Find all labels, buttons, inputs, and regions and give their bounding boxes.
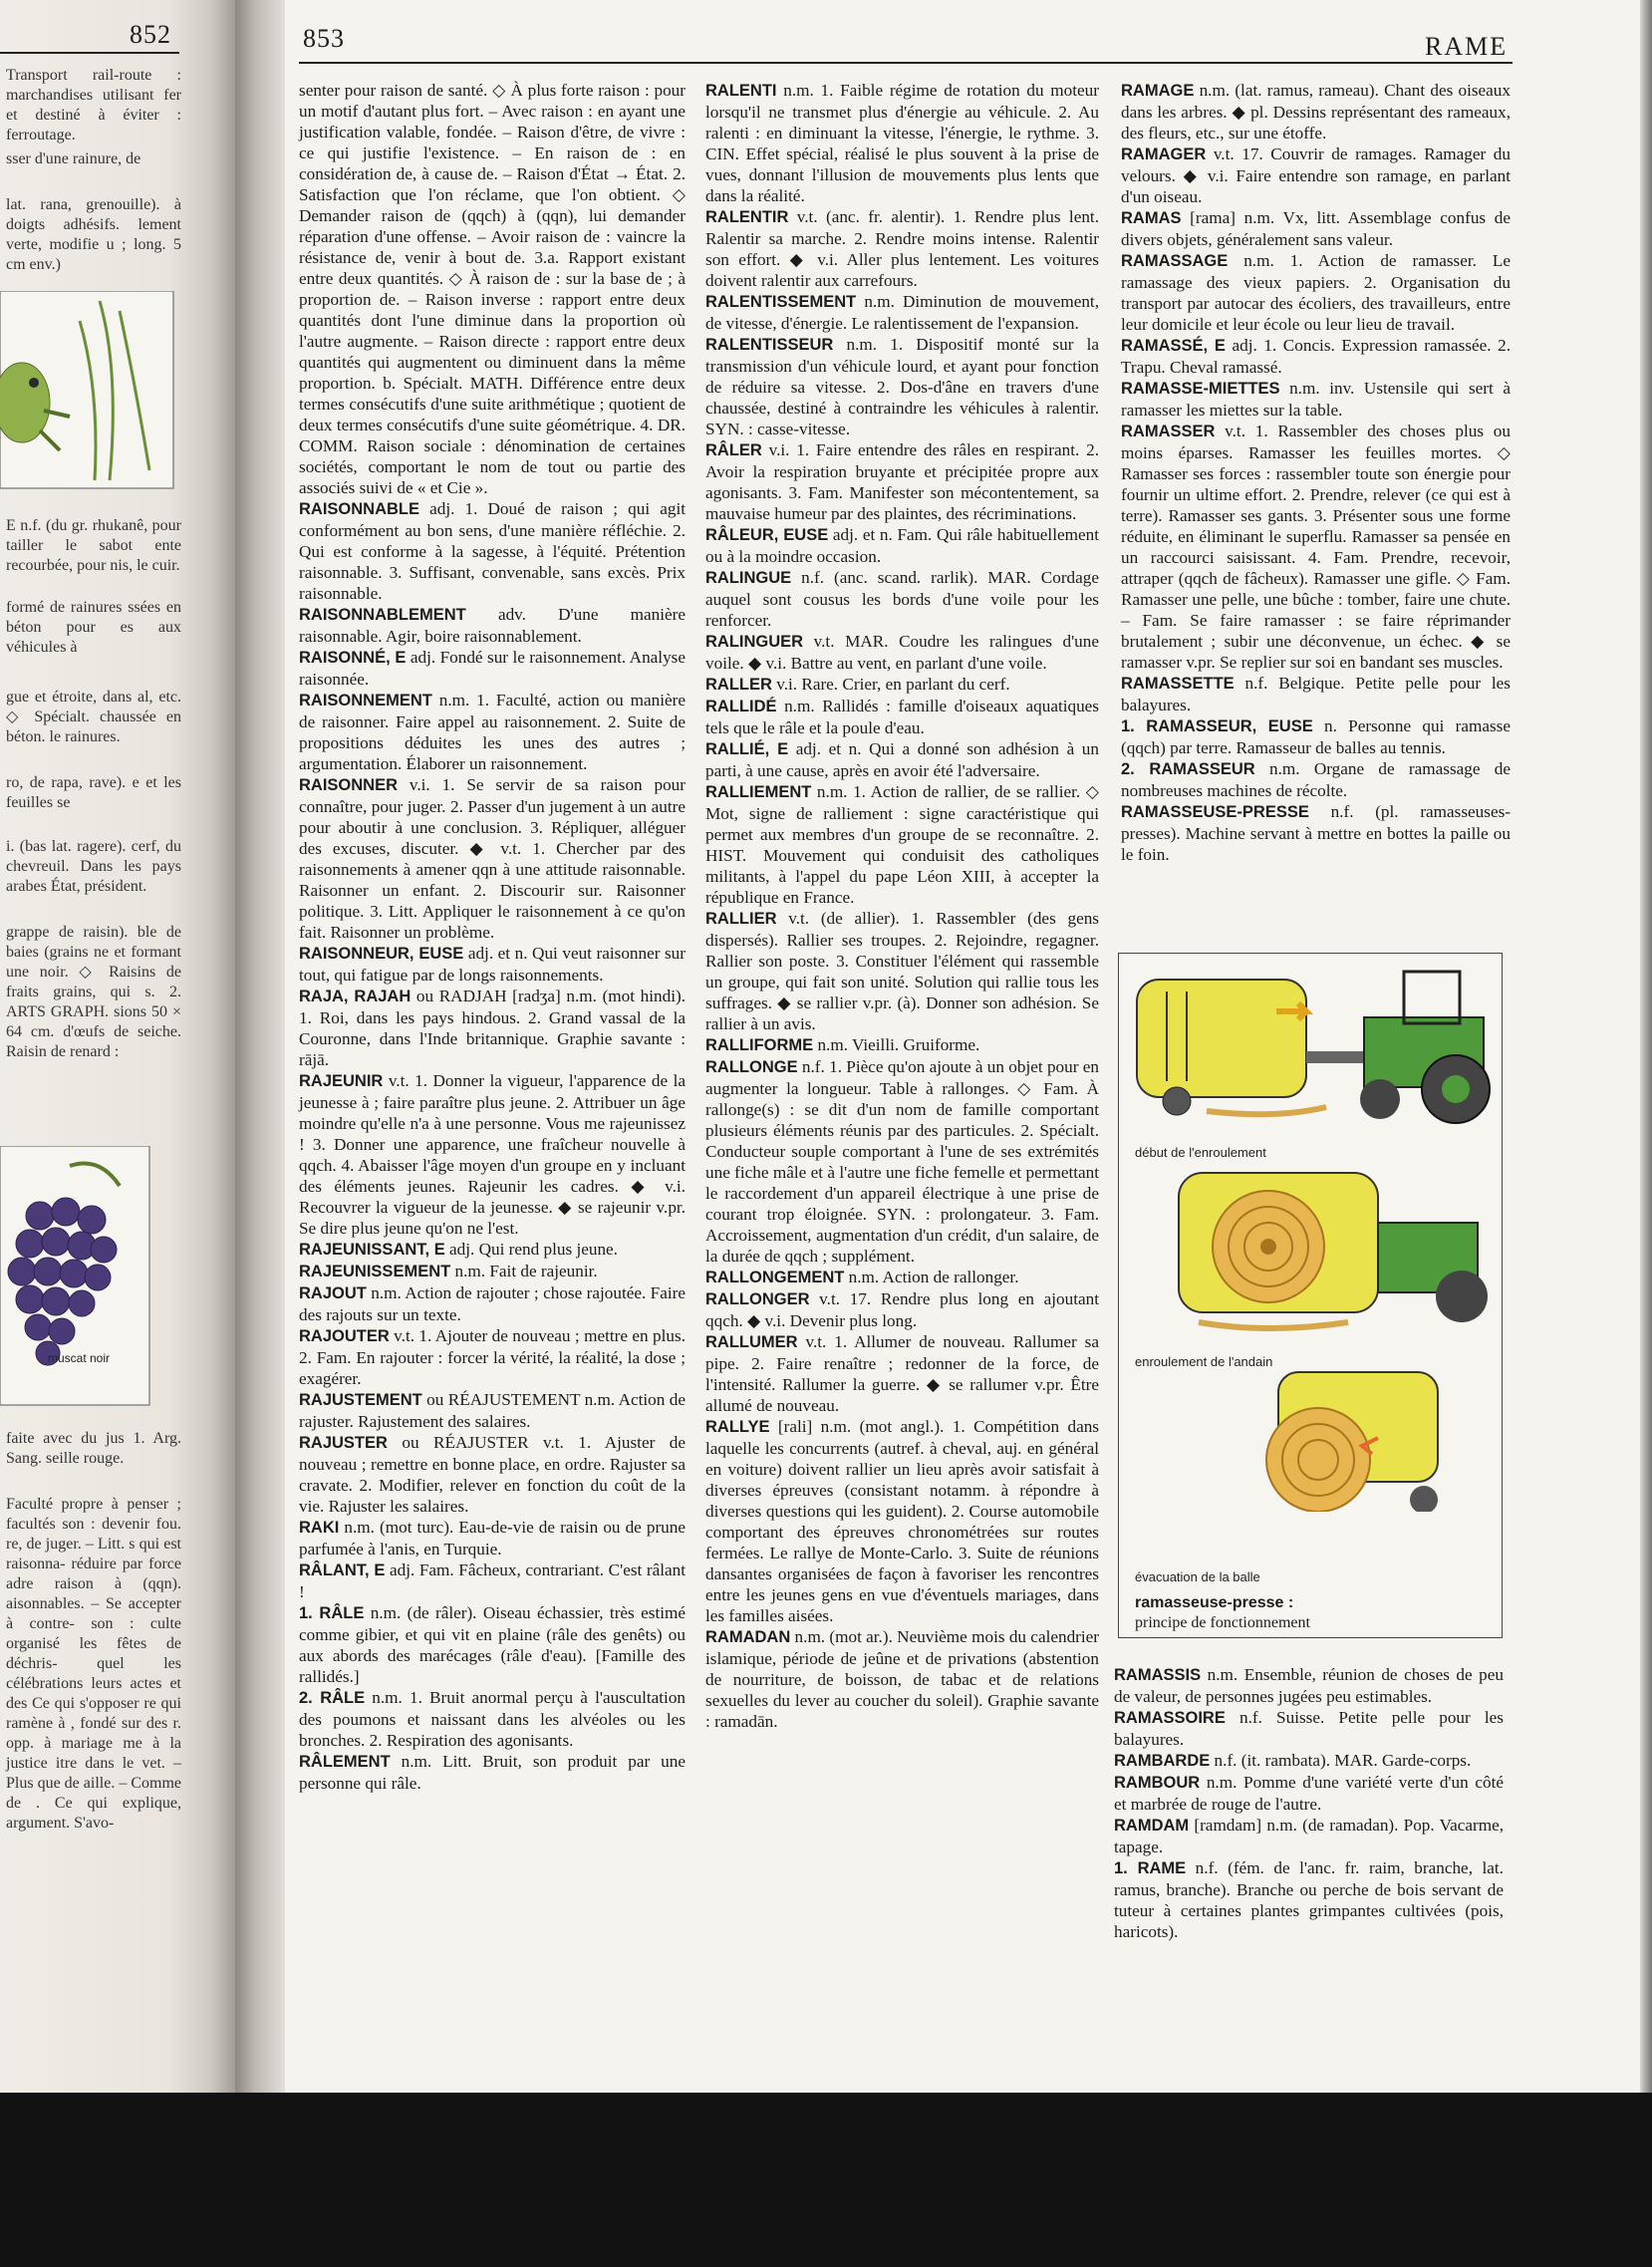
entry-definition: n.f. (pl. ramasseuses-presses). Machine servant à mettre en bottes la paille ou le foin. bbox=[1121, 802, 1511, 864]
entry-headword: RAJEUNISSEMENT bbox=[299, 1263, 451, 1280]
entry-definition: n.m. 1. Dispositif monté sur la transmission d'un véhicule lourd, et ayant pour fonction de réduire sa vitesse. 2. Dos-d'âne en travers d'une chaussée, destiné à contraindre les véhicules à ralentir. SYN. : casse-vitesse. bbox=[705, 335, 1099, 438]
page-edge bbox=[1640, 0, 1652, 2093]
dictionary-entry bbox=[299, 1751, 686, 1794]
grape-illustration bbox=[0, 1146, 151, 1407]
running-head: RAME bbox=[1425, 32, 1509, 61]
entry-definition: adj. et n. Qui a donné son adhésion à un parti, à une cause, après en avoir été l'adversaire. bbox=[705, 739, 1099, 780]
dictionary-entry bbox=[705, 567, 1099, 631]
entry-definition: v.i. Rare. Crier, en parlant du cerf. bbox=[771, 675, 1010, 694]
entry-headword: RALLER bbox=[705, 676, 772, 694]
entry-definition: [rama] n.m. Vx, litt. Assemblage confus de divers objets, généralement sans valeur. bbox=[1121, 208, 1511, 249]
entry-headword: RÂLANT, E bbox=[299, 1561, 386, 1579]
entry-definition: n.f. Belgique. Petite pelle pour les balayures. bbox=[1121, 674, 1511, 714]
entry-definition: v.t. (anc. fr. alentir). 1. Rendre plus lent. Ralentir sa marche. 2. Rendre moins intense. Ralentir son effort. ◆ v.i. Aller plus lentement. Les voitures doivent ralentir aux carrefours. bbox=[705, 207, 1099, 290]
entry-headword: RÂLEUR, EUSE bbox=[705, 526, 829, 544]
dictionary-entry bbox=[299, 1687, 686, 1751]
frog-illustration bbox=[0, 291, 175, 490]
dictionary-entry bbox=[299, 1432, 686, 1517]
baler-illustration bbox=[1119, 954, 1502, 1512]
entry-definition: n.m. 1. Bruit anormal perçu à l'auscultation des poumons et naissant dans les alvéoles ou les bronches. 2. Respiration des agonisants. bbox=[299, 1688, 687, 1750]
dictionary-entry bbox=[705, 334, 1099, 439]
right-header-rule bbox=[299, 62, 1513, 64]
dictionary-entry bbox=[1114, 1664, 1504, 1707]
entry-headword: 2. RAMASSEUR bbox=[1121, 760, 1255, 778]
entry-definition: n.m. Fait de rajeunir. bbox=[450, 1262, 598, 1280]
entry-definition: n.m. Rallidés : famille d'oiseaux aquatiques tels que le râle et la poule d'eau. bbox=[705, 697, 1099, 737]
dictionary-entry bbox=[705, 439, 1099, 524]
entry-headword: RAJEUNIR bbox=[299, 1072, 384, 1090]
dictionary-entry bbox=[705, 524, 1099, 567]
entry-definition: [ramdam] n.m. (de ramadan). Pop. Vacarme, tapage. bbox=[1114, 1816, 1504, 1856]
entry-definition: n.m. 1. Faible régime de rotation du moteur lorsqu'il ne transmet plus d'énergie au véhicule. 2. Au ralenti : en diminuant la vitesse, l'énergie, le rythme. 3. CIN. Effet spécial, réalisé le plus souvent à la prise de vues, donnant l'illusion de mouvements plus lents que dans la réalité. bbox=[705, 81, 1099, 205]
entry-headword: RAJOUT bbox=[299, 1284, 367, 1302]
entry-headword: 2. RÂLE bbox=[299, 1689, 366, 1707]
dictionary-entry bbox=[1121, 673, 1511, 715]
left-header-rule bbox=[0, 52, 179, 54]
entry-definition: senter pour raison de santé. ◇ À plus forte raison : pour un motif d'autant plus fort. – Avec raison : en ayant une justification valable, fondée. – Raison d'être, de vivre : ce qui justifie l'existence. – En raison de : en considération de, à cause de. – Raison d'État → État. 2. Satisfaction que l'on réclame, que l'on obtient. ◇ Demander raison de (qqch) à (qqn), lui demander réparation d'une offense. – Avoir raison de : vaincre la résistance de, venir à bout de. 3.a. Rapport existant entre deux quantités. ◇ À raison de : sur la base de ; à proportion de. – Raison inverse : rapport entre deux quantités dont l'une diminue dans la proportion où l'autre augmente. – Raison directe : rapport entre deux quantités qui augmentent ou diminuent dans la même proportion. b. Spécialt. MATH. Différence entre deux termes consécutifs d'une suite arithmétique ; quotient de deux termes consécutifs d'une suite géométrique. 4. DR. COMM. Raison sociale : dénomination de certaines sociétés, comportant le nom de tout ou partie des associés suivi de « et Cie ». bbox=[299, 81, 686, 497]
entry-definition: v.t. 1. Donner la vigueur, l'apparence de la jeunesse à ; faire paraître plus jeune. 2. Attribuer un âge moindre qu'elle n'a à une personne. Vous me rajeunissez ! 3. Donner une apparence, une fraîcheur nouvelle à qqch. 4. Abaisser l'âge moyen d'un groupe en y incluant des éléments jeunes. Rajeunir les cadres. ◆ v.i. Recouvrer la vigueur de la jeunesse. ◆ se rajeunir v.pr. Se dire plus jeune qu'on ne l'est. bbox=[299, 1071, 686, 1238]
entry-headword: RALLIEMENT bbox=[705, 783, 812, 801]
entry-definition: n.m. 1. Action de rallier, de se rallier. ◇ Mot, signe de ralliement : signe caractéristique qui permet aux membres d'un groupe de se reconnaître. 2. HIST. Mouvement qui conduisit des catholiques militants, à l'appel du pape Léon XIII, à accepter la république en France. bbox=[705, 782, 1099, 907]
dictionary-entry bbox=[1121, 758, 1511, 801]
entry-headword: RALLUMER bbox=[705, 1333, 798, 1351]
entry-definition: v.t. 1. Ajouter de nouveau ; mettre en plus. 2. Fam. En rajouter : forcer la vérité, la réalité, la dose ; exagérer. bbox=[299, 1326, 686, 1388]
entry-headword: RALLONGEMENT bbox=[705, 1269, 845, 1286]
entry-definition: v.t. 17. Couvrir de ramages. Ramager du velours. ◆ v.i. Faire entendre son ramage, en parlant d'un oiseau. bbox=[1121, 144, 1511, 206]
dictionary-entry bbox=[705, 738, 1099, 781]
dictionary-entry bbox=[1121, 250, 1511, 335]
dictionary-column-2 bbox=[705, 80, 1099, 1732]
entry-definition: v.t. 1. Rassembler des choses plus ou moins éparses. Ramasser les feuilles mortes. ◇ Ramasser ses forces : rassembler toute son énergie pour fournir un ultime effort. 2. Prendre, relever (ce qui est à terre). Ramasser ses gants. 3. Présenter sous une forme réduite, en éliminant le superflu. Ramasser sa pensée en un raccourci saisissant. 4. Fam. Prendre, recevoir, attraper (qqch de fâcheux). Ramasser une gifle. ◇ Fam. Ramasser une pelle, une bûche : tomber, faire une chute. – Fam. Se faire ramasser : se faire réprimander brutalement ; subir une déconvenue, un échec. ◆ se ramasser v.pr. Se replier sur soi en bandant ses muscles. bbox=[1121, 422, 1511, 672]
dictionary-entry bbox=[299, 1389, 686, 1432]
entry-definition: adj. Fondé sur le raisonnement. Analyse raisonnée. bbox=[299, 648, 686, 689]
entry-headword: RAJA, RAJAH bbox=[299, 988, 412, 1005]
right-page-number: 853 bbox=[303, 24, 345, 53]
dictionary-entry bbox=[299, 1325, 686, 1389]
dictionary-entry bbox=[705, 781, 1099, 908]
dictionary-entry bbox=[705, 1034, 1099, 1056]
caption-debut-enroulement: début de l'enroulement bbox=[1135, 1145, 1266, 1160]
dictionary-entry bbox=[1121, 80, 1511, 143]
dictionary-entry bbox=[299, 647, 686, 690]
entry-headword: RALLIÉ, E bbox=[705, 740, 789, 758]
entry-definition: n.m. 1. Faculté, action ou manière de raisonner. Faire appel au raisonnement. 2. Suite de propositions déduites les unes des autres ; argumentation. Élaborer un raisonnement. bbox=[299, 691, 686, 773]
left-text-5: formé de rainures ssées en béton pour es aux véhicules à bbox=[6, 599, 181, 656]
grape-caption: muscat noir bbox=[48, 1351, 111, 1365]
entry-headword: RAMBOUR bbox=[1114, 1774, 1201, 1792]
entry-headword: RAMASSEUSE-PRESSE bbox=[1121, 803, 1309, 821]
entry-headword: RAJEUNISSANT, E bbox=[299, 1241, 445, 1259]
entry-headword: RAMBARDE bbox=[1114, 1752, 1211, 1770]
entry-definition: adj. et n. Qui veut raisonner sur tout, qui fatigue par de longs raisonnements. bbox=[299, 944, 686, 985]
dictionary-entry bbox=[705, 1416, 1099, 1626]
left-text-2: sser d'une rainure, de bbox=[6, 150, 141, 167]
entry-definition: n.m. (mot turc). Eau-de-vie de raisin ou de prune parfumée à l'anis, en Turquie. bbox=[299, 1518, 686, 1559]
left-page bbox=[0, 0, 239, 2093]
entry-headword: RALLYE bbox=[705, 1418, 770, 1436]
entry-headword: RAISONNEMENT bbox=[299, 692, 432, 709]
entry-definition: n.m. (lat. ramus, rameau). Chant des oiseaux dans les arbres. ◆ pl. Dessins représentant des rameaux, des fleurs, etc., sur une étoffe. bbox=[1121, 81, 1511, 142]
dictionary-entry bbox=[299, 986, 686, 1070]
entry-headword: RAISONNEUR, EUSE bbox=[299, 945, 464, 963]
dictionary-entry bbox=[1114, 1857, 1504, 1942]
dictionary-column-3 bbox=[1121, 80, 1511, 865]
entry-headword: RAJOUTER bbox=[299, 1327, 390, 1345]
entry-headword: RALLIDÉ bbox=[705, 698, 777, 715]
entry-definition: ou RÉAJUSTER v.t. 1. Ajuster de nouveau ; remettre en bonne place, en ordre. Rajuster sa cravate. 2. Modifier, relever en fonction du coût de la vie. Rajuster les salaires. bbox=[299, 1433, 686, 1516]
dictionary-entry bbox=[705, 1056, 1099, 1267]
dictionary-entry bbox=[705, 1626, 1099, 1732]
entry-definition: n.m. Organe de ramassage de nombreuses machines de récolte. bbox=[1121, 759, 1511, 800]
dictionary-entry bbox=[299, 498, 686, 604]
entry-headword: RAMASSOIRE bbox=[1114, 1709, 1226, 1727]
dictionary-entry bbox=[1114, 1750, 1504, 1772]
entry-headword: RAISONNABLE bbox=[299, 500, 420, 518]
entry-definition: [rali] n.m. (mot angl.). 1. Compétition dans laquelle les concurrents (autref. à cheval, auj. en général en voiture) doivent rallier un lieu après avoir satisfait à diverses épreuves (consistant notamm. à répondre à diverses questions qui les guident). 2. Course automobile comportant des épreuves chronométrées sur routes fermées. Le rallye de Monte-Carlo. 3. Suite de réunions dansantes organisées de façon à favoriser les rencontres entre les jeunes gens en vue d'éventuels mariages, dans les familles aisées. bbox=[705, 1417, 1099, 1625]
entry-definition: ou RADJAH [radʒa] n.m. (mot hindi). 1. Roi, dans les pays hindous. 2. Grand vassal de la Couronne, dans l'Inde britannique. Graphie savante : rājā. bbox=[299, 987, 686, 1069]
entry-headword: RÂLER bbox=[705, 441, 762, 459]
dictionary-entry bbox=[1121, 378, 1511, 421]
entry-headword: RALENTISSEUR bbox=[705, 336, 834, 354]
entry-headword: RALENTIR bbox=[705, 208, 789, 226]
entry-definition: v.t. 1. Allumer de nouveau. Rallumer sa pipe. 2. Faire renaître ; redonner de la force, de l'intensité. Rallumer la guerre. ◆ se rallumer v.pr. Être allumé de nouveau. bbox=[705, 1332, 1099, 1415]
left-text-7: ro, de rapa, rave). e et les feuilles se bbox=[6, 774, 181, 811]
entry-headword: RALINGUER bbox=[705, 633, 804, 651]
dictionary-entry bbox=[1114, 1707, 1504, 1750]
entry-definition: n.m. Diminution de mouvement, de vitesse, d'énergie. Le ralentissement de l'expansion. bbox=[705, 292, 1099, 333]
dictionary-entry bbox=[1121, 335, 1511, 378]
dictionary-column-3-continued bbox=[1114, 1664, 1504, 1942]
illustration-subtitle: principe de fonctionnement bbox=[1135, 1614, 1310, 1631]
caption-enroulement-andain: enroulement de l'andain bbox=[1135, 1354, 1273, 1369]
entry-definition: n.m. inv. Ustensile qui sert à ramasser les miettes sur la table. bbox=[1121, 379, 1511, 420]
entry-headword: 1. RAMASSEUR, EUSE bbox=[1121, 717, 1313, 735]
entry-definition: n.m. Ensemble, réunion de choses de peu de valeur, de personnes jugées peu estimables. bbox=[1114, 1665, 1504, 1706]
entry-definition: adj. 1. Concis. Expression ramassée. 2. Trapu. Cheval ramassé. bbox=[1121, 336, 1511, 377]
entry-definition: ou RÉAJUSTEMENT n.m. Action de rajuster. Rajustement des salaires. bbox=[299, 1390, 686, 1431]
entry-headword: RALENTISSEMENT bbox=[705, 293, 857, 311]
entry-headword: RAMASSE-MIETTES bbox=[1121, 380, 1280, 398]
left-text-4: E n.f. (du gr. rhukanê, pour tailler le sabot ente recourbée, pour nis, le cuir. bbox=[6, 517, 181, 574]
dictionary-entry bbox=[299, 1602, 686, 1687]
entry-definition: n.m. Action de rallonger. bbox=[844, 1268, 1019, 1286]
dictionary-entry bbox=[1121, 421, 1511, 673]
dictionary-entry bbox=[299, 943, 686, 986]
dark-background bbox=[0, 2093, 1652, 2267]
entry-headword: RAMAGE bbox=[1121, 82, 1195, 100]
left-text-9: grappe de raisin). ble de baies (grains ne et formant une noir. ◇ Raisins de fraits grains, qui s. 2. ARTS GRAPH. sions 50 × 64 cm. d'œufs de seiche. Raisin de renard : bbox=[6, 924, 181, 1060]
entry-headword: 1. RÂLE bbox=[299, 1604, 365, 1622]
left-text-8: i. (bas lat. ragere). cerf, du chevreuil. Dans les pays arabes État, président. bbox=[6, 838, 181, 895]
entry-headword: RALINGUE bbox=[705, 569, 792, 587]
entry-definition: v.t. (de allier). 1. Rassembler (des gens dispersés). Rallier ses troupes. 2. Rejoindre, regagner. Rallier son poste. 3. Constituer l'élément qui rassemble un groupe, qui fait son unité. Solution qui rallie tous les suffrages. ◆ se rallier v.pr. (à). Donner son adhésion. Se rallier à un avis. bbox=[705, 909, 1099, 1033]
dictionary-entry bbox=[299, 1559, 686, 1602]
entry-definition: n.f. Suisse. Petite pelle pour les balayures. bbox=[1114, 1708, 1504, 1749]
entry-definition: n.f. 1. Pièce qu'on ajoute à un objet pour en augmenter la longueur. Table à rallonges. ◇ Fam. À rallonge(s) : se dit d'un nom de famille comportant plusieurs éléments réunis par des particules. 2. Spécialt. Conducteur souple comportant à l'une de ses extrémités une fiche mâle et à l'autre une fiche femelle et permettant le raccordement d'un appareil électrique à une prise de courant trop éloignée. SYN. : prolongateur. 3. Fam. Accroissement, augmentation d'un crédit, d'un salaire, de la durée de qqch ; supplément. bbox=[705, 1057, 1099, 1266]
entry-definition: v.i. 1. Faire entendre des râles en respirant. 2. Avoir la respiration bruyante et précipitée propre aux agonisants. 3. Fam. Manifester son mécontentement, sa mauvaise humeur par des plaintes, des récriminations. bbox=[705, 440, 1099, 523]
entry-headword: RAMAS bbox=[1121, 209, 1182, 227]
entry-headword: RALENTI bbox=[705, 82, 777, 100]
entry-headword: RALLONGE bbox=[705, 1058, 798, 1076]
entry-headword: RAISONNÉ, E bbox=[299, 649, 407, 667]
left-page-number: 852 bbox=[130, 20, 171, 49]
dictionary-entry bbox=[299, 1282, 686, 1325]
left-text-3: lat. rana, grenouille). à doigts adhésifs. lement verte, modifie u ; long. 5 cm env.) bbox=[6, 196, 181, 273]
dictionary-entry bbox=[299, 80, 686, 498]
dictionary-entry bbox=[705, 674, 1099, 696]
dictionary-entry bbox=[705, 1288, 1099, 1331]
entry-headword: RAMDAM bbox=[1114, 1817, 1190, 1835]
dictionary-entry bbox=[299, 1261, 686, 1282]
dictionary-entry bbox=[705, 631, 1099, 674]
entry-headword: RAJUSTER bbox=[299, 1434, 388, 1452]
entry-headword: RAMASSÉ, E bbox=[1121, 337, 1226, 355]
dictionary-column-1 bbox=[299, 80, 686, 1794]
entry-headword: RAMASSER bbox=[1121, 423, 1216, 440]
dictionary-entry bbox=[1121, 207, 1511, 250]
entry-definition: n.m. 1. Action de ramasser. Le ramassage des vieux papiers. 2. Organisation du transport par autocar des écoliers, des travailleurs, entre leur domicile et leur école ou leur lieu de travail. bbox=[1121, 251, 1511, 334]
entry-definition: n.m. (de râler). Oiseau échassier, très estimé comme gibier, et qui vit en plaine (râle des genêts) ou aux abords des marécages (râle d'eau). [Famille des rallidés.] bbox=[299, 1603, 686, 1686]
entry-headword: RALLONGER bbox=[705, 1290, 810, 1308]
entry-definition: v.t. MAR. Coudre les ralingues d'une voile. ◆ v.i. Battre au vent, en parlant d'une voile. bbox=[705, 632, 1099, 673]
entry-headword: RAMASSAGE bbox=[1121, 252, 1229, 270]
entry-headword: 1. RAME bbox=[1114, 1859, 1187, 1877]
entry-definition: n. Personne qui ramasse (qqch) par terre. Ramasseur de balles au tennis. bbox=[1121, 716, 1511, 757]
entry-headword: RAMADAN bbox=[705, 1628, 791, 1646]
entry-headword: RAMAGER bbox=[1121, 145, 1207, 163]
entry-headword: RAMASSIS bbox=[1114, 1666, 1202, 1684]
entry-definition: v.i. 1. Se servir de sa raison pour connaître, pour juger. 2. Passer d'un jugement à un autre pour aboutir à une conclusion. 3. Répliquer, alléguer des excuses, discuter. ◆ v.t. 1. Chercher par des raisonnements à amener qqn à une attitude raisonnable. Raisonner un enfant. 2. Discourir sur. Raisonner politique. 3. Litt. Appliquer le raisonnement à ce qu'on fait. Raisonner un problème. bbox=[299, 775, 686, 942]
dictionary-entry bbox=[1121, 801, 1511, 865]
dictionary-entry bbox=[299, 1239, 686, 1261]
illustration-title: ramasseuse-presse : bbox=[1135, 1594, 1294, 1611]
entry-headword: RAISONNABLEMENT bbox=[299, 606, 466, 624]
dictionary-entry bbox=[299, 604, 686, 647]
entry-definition: adj. Qui rend plus jeune. bbox=[444, 1240, 618, 1259]
entry-headword: RÂLEMENT bbox=[299, 1753, 391, 1771]
dictionary-entry bbox=[705, 291, 1099, 334]
dictionary-entry bbox=[1121, 715, 1511, 758]
entry-headword: RAMASSETTE bbox=[1121, 675, 1235, 693]
left-text-6: gue et étroite, dans al, etc. ◇ Spécialt. chaussée en béton. le rainures. bbox=[6, 689, 181, 745]
entry-headword: RAJUSTEMENT bbox=[299, 1391, 422, 1409]
dictionary-entry bbox=[1114, 1815, 1504, 1857]
dictionary-entry bbox=[705, 908, 1099, 1034]
book-gutter bbox=[235, 0, 285, 2093]
left-text-10: faite avec du jus 1. Arg. Sang. seille rouge. bbox=[6, 1430, 181, 1467]
entry-definition: n.m. Vieilli. Gruiforme. bbox=[813, 1035, 980, 1054]
dictionary-entry bbox=[705, 696, 1099, 738]
dictionary-entry bbox=[1121, 143, 1511, 207]
dictionary-entry bbox=[299, 1070, 686, 1239]
entry-headword: RAISONNER bbox=[299, 776, 399, 794]
entry-definition: adv. D'une manière raisonnable. Agir, boire raisonnablement. bbox=[299, 605, 686, 646]
dictionary-entry bbox=[299, 690, 686, 774]
entry-definition: adj. Fam. Fâcheux, contrariant. C'est râlant ! bbox=[299, 1560, 686, 1601]
entry-headword: RAKI bbox=[299, 1519, 340, 1537]
left-text-1: Transport rail-route : marchandises utilisant fer et destiné à éviter : ferroutage. bbox=[6, 67, 181, 143]
dictionary-entry bbox=[705, 80, 1099, 206]
dictionary-entry bbox=[299, 774, 686, 943]
dictionary-entry bbox=[705, 1267, 1099, 1288]
entry-definition: n.m. Pomme d'une variété verte d'un côté et marbrée de rouge de l'autre. bbox=[1114, 1773, 1504, 1814]
baler-illustration-box bbox=[1118, 953, 1503, 1638]
entry-definition: n.m. Action de rajouter ; chose rajoutée. Faire des rajouts sur un texte. bbox=[299, 1283, 686, 1324]
entry-definition: adj. 1. Doué de raison ; qui agit conformément au bon sens, d'une manière réfléchie. 2. Qui est conforme à la sagesse, à l'équité. Prétention raisonnable. 3. Suffisant, convenable, sans excès. Prix raisonnable. bbox=[299, 499, 686, 603]
caption-evacuation-balle: évacuation de la balle bbox=[1135, 1569, 1260, 1584]
entry-definition: adj. et n. Fam. Qui râle habituellement ou à la moindre occasion. bbox=[705, 525, 1099, 566]
dictionary-entry bbox=[705, 1331, 1099, 1416]
entry-definition: v.t. 17. Rendre plus long en ajoutant qqch. ◆ v.i. Devenir plus long. bbox=[705, 1289, 1099, 1330]
dictionary-entry bbox=[1114, 1772, 1504, 1815]
entry-definition: n.f. (it. rambata). MAR. Garde-corps. bbox=[1210, 1751, 1472, 1770]
entry-definition: n.f. (anc. scand. rarlik). MAR. Cordage auquel sont cousus les bords d'une voile pour les renforcer. bbox=[705, 568, 1099, 630]
dictionary-entry bbox=[299, 1517, 686, 1559]
entry-definition: n.f. (fém. de l'anc. fr. raim, branche, lat. ramus, branche). Branche ou perche de bois servant de tuteur à certaines plantes grimpantes cultivées (pois, haricots). bbox=[1114, 1858, 1504, 1941]
dictionary-entry bbox=[705, 206, 1099, 291]
entry-headword: RALLIER bbox=[705, 910, 777, 928]
entry-headword: RALLIFORME bbox=[705, 1036, 814, 1054]
left-text-11: Faculté propre à penser ; facultés son : devenir fou. re, de juger. – Litt. s qui est raisonna- réduire par force adre raison à (qqn). aisonnables. – Se accepter à contre- son : culte organisé les fêtes de déchris- quel les célébrations leurs actes et des Ce qui s'opposer re qui ramène à , fondé sur des r. opp. à mariage me à la justice itre dans le vet. – Plus que de aille. – Comme de . Ce qui explique, argument. S'avo- bbox=[6, 1496, 181, 1832]
entry-definition: n.m. Litt. Bruit, son produit par une personne qui râle. bbox=[299, 1752, 686, 1793]
entry-definition: n.m. (mot ar.). Neuvième mois du calendrier islamique, période de jeûne et de privations (abstention de nourriture, de boisson, de tabac et de relations sexuelles du lever au coucher du soleil). Graphie savante : ramadān. bbox=[705, 1627, 1100, 1731]
